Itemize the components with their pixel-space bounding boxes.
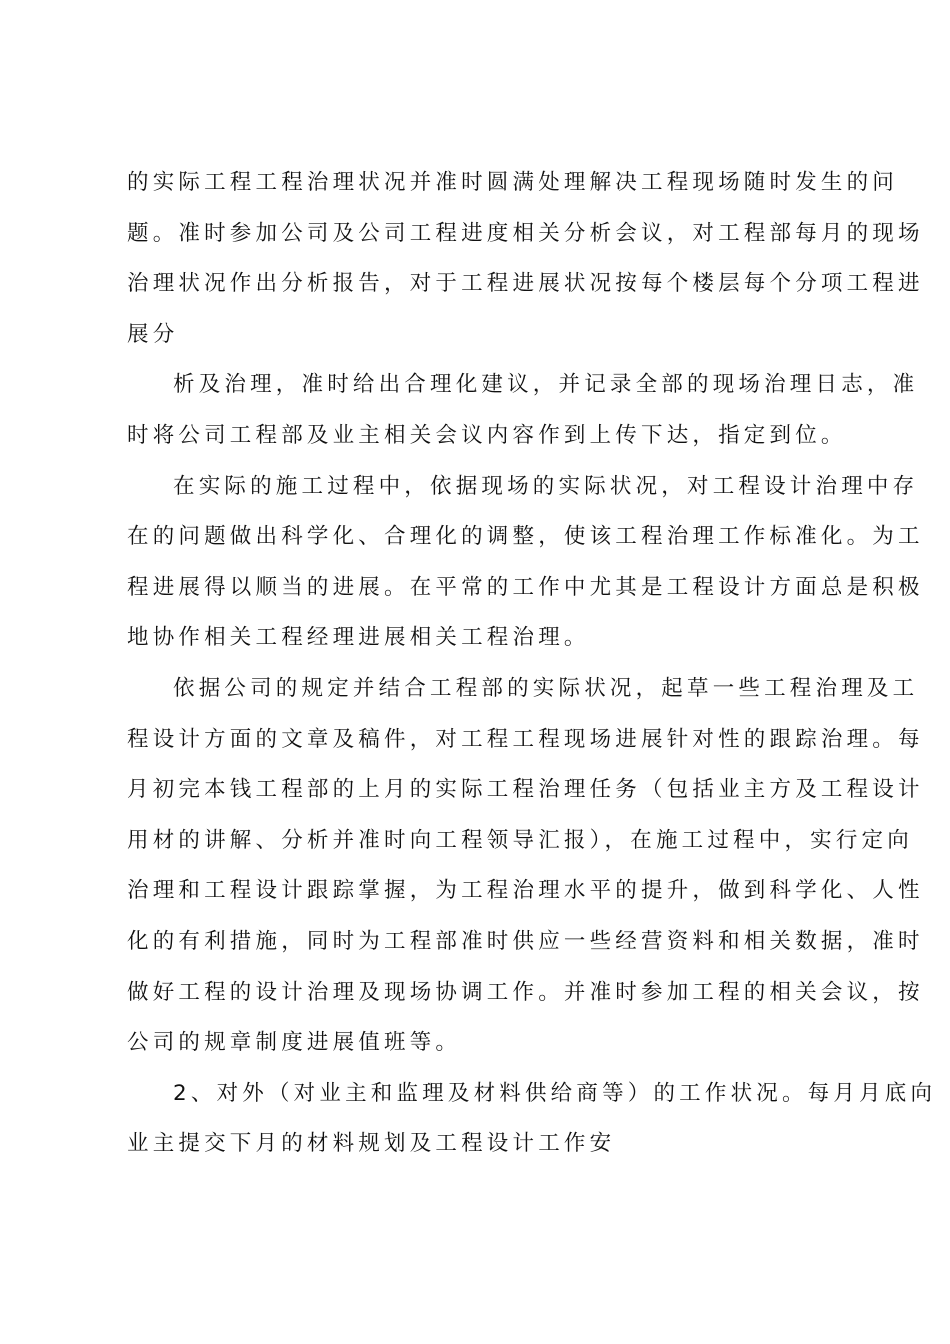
text-line: 析及治理，准时给出合理化建议，并记录全部的现场治理日志，准 (173, 372, 919, 398)
text-line: 依据公司的规定并结合工程部的实际状况，起草一些工程治理及工 (173, 675, 919, 701)
text-line: 在实际的施工过程中，依据现场的实际状况，对工程设计治理中存 (173, 473, 919, 499)
text-line: 地协作相关工程经理进展相关工程治理。 (127, 625, 590, 651)
text-line: 时将公司工程部及业主相关会议内容作到上传下达，指定到位。 (127, 422, 847, 448)
body-text (127, 158, 937, 1170)
text-line: 公司的规章制度进展值班等。 (127, 1030, 462, 1056)
text-line: 程进展得以顺当的进展。在平常的工作中尤其是工程设计方面总是积极 (127, 574, 924, 600)
text-line: 用材的讲解、分析并准时向工程领导汇报），在施工过程中，实行定向 (127, 827, 913, 853)
text-line: 在的问题做出科学化、合理化的调整，使该工程治理工作标准化。为工 (127, 524, 924, 550)
text-line: 治理和工程设计跟踪掌握，为工程治理水平的提升，做到科学化、人性 (127, 878, 924, 904)
text-line: 化的有利措施，同时为工程部准时供应一些经营资料和相关数据，准时 (127, 928, 924, 954)
text-line: 治理状况作出分析报告，对于工程进展状况按每个楼层每个分项工程进 (127, 271, 924, 297)
text-line: 程设计方面的文章及稿件，对工程工程现场进展针对性的跟踪治理。每 (127, 726, 924, 752)
text-line: 月初完本钱工程部的上月的实际工程治理任务（包括业主方及工程设计 (127, 777, 924, 803)
text-line: 的实际工程工程治理状况并准时圆满处理解决工程现场随时发生的问 (127, 170, 899, 195)
text-line: 展分 (127, 321, 179, 347)
text-line: 2、对外（对业主和监理及材料供给商等）的工作状况。每月月底向 (173, 1080, 937, 1106)
text-line: 题。准时参加公司及公司工程进度相关分析会议，对工程部每月的现场 (127, 220, 924, 246)
text-line: 做好工程的设计治理及现场协调工作。并准时参加工程的相关会议，按 (127, 979, 924, 1005)
text-line: 业主提交下月的材料规划及工程设计工作安 (127, 1131, 616, 1157)
